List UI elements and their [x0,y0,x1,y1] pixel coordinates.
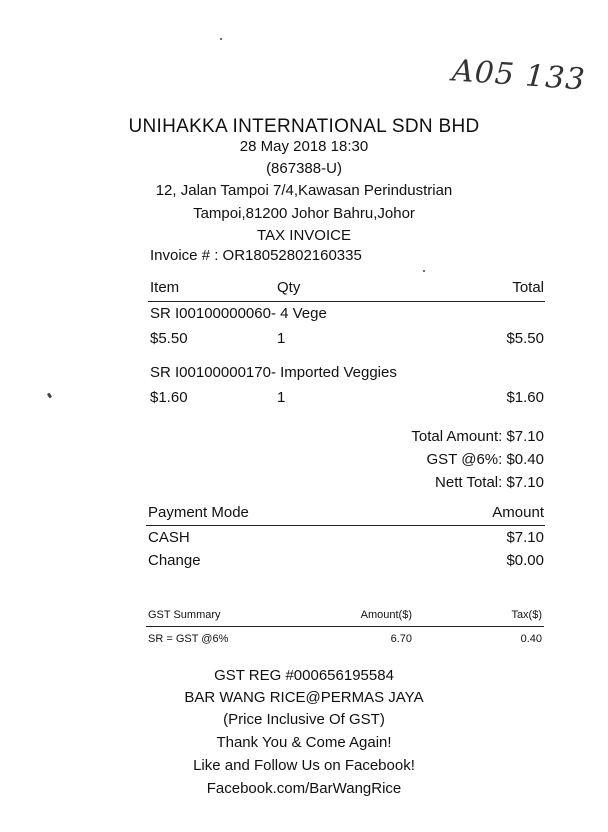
header-total: Total [512,279,544,296]
payment-row-label: CASH [148,529,190,546]
payment-row-amount: $0.00 [506,552,544,569]
gst-summary-row-label: SR = GST @6% [148,633,229,645]
address-line-1: 12, Jalan Tampoi 7/4,Kawasan Perindustrian [155,182,453,199]
address-line-2: Tampoi,81200 Johor Bahru,Johor [193,205,415,222]
price-note: (Price Inclusive Of GST) [223,711,385,728]
company-registration: (867388-U) [266,160,342,177]
item-total: $1.60 [506,389,544,406]
divider-items [148,301,545,302]
item-price: $5.50 [150,330,188,347]
invoice-label: Invoice # : [150,247,219,264]
total-amount: Total Amount: $7.10 [411,428,544,445]
payment-mode-header: Payment Mode [148,504,249,521]
payment-row-amount: $7.10 [506,529,544,546]
gst-summary-header: GST Summary [148,609,221,621]
item-qty: 1 [277,330,286,347]
gst-amount: GST @6%: $0.40 [426,451,544,468]
item-total: $5.50 [506,330,544,347]
gst-registration: GST REG #000656195584 [214,667,394,684]
gst-summary-row-tax: 0.40 [520,633,542,645]
social-message: Like and Follow Us on Facebook! [193,757,415,774]
company-name: UNIHAKKA INTERNATIONAL SDN BHD [128,116,480,137]
document-type: TAX INVOICE [257,227,351,244]
gst-summary-row-amount: 6.70 [390,633,412,645]
nett-total: Nett Total: $7.10 [435,474,544,491]
thank-you-message: Thank You & Come Again! [216,734,392,751]
gst-summary-amount-header: Amount($) [360,609,412,621]
receipt-datetime: 28 May 2018 18:30 [239,138,369,155]
invoice-line [150,247,362,264]
scan-speck [47,393,52,399]
item-description: SR I00100000060- 4 Vege [150,305,327,322]
scan-speck [423,270,425,272]
facebook-url: Facebook.com/BarWangRice [206,780,402,797]
payment-row-label: Change [148,552,201,569]
handwritten-reference: A05 133 [450,53,587,98]
item-price: $1.60 [150,389,188,406]
item-description: SR I00100000170- Imported Veggies [150,364,397,381]
divider-gst-summary [146,626,544,627]
invoice-number: OR18052802160335 [222,247,362,264]
scan-speck [220,38,222,40]
gst-summary-tax-header: Tax($) [511,609,542,621]
outlet-name: BAR WANG RICE@PERMAS JAYA [184,689,424,706]
item-qty: 1 [277,389,286,406]
payment-amount-header: Amount [492,504,544,521]
divider-payment [146,525,545,526]
header-item: Item [150,279,180,296]
header-qty: Qty [277,279,301,296]
